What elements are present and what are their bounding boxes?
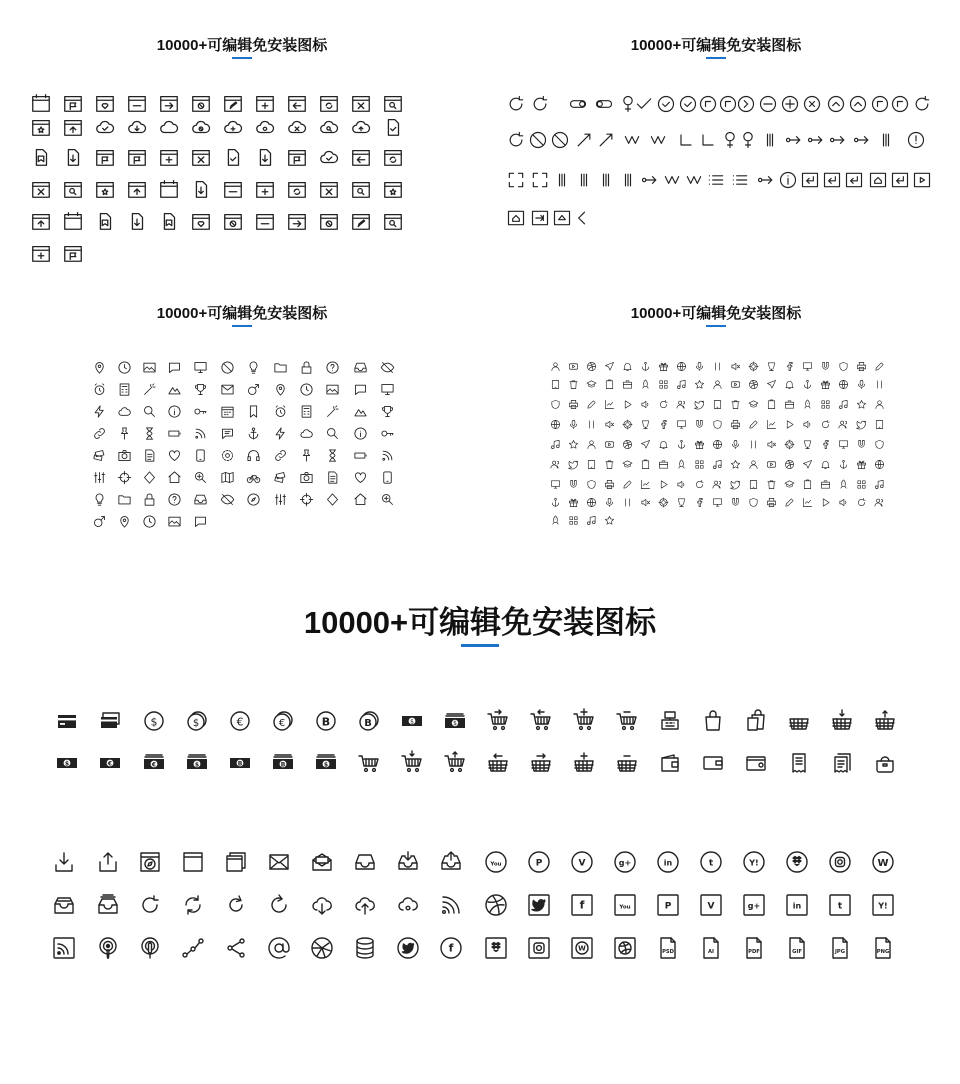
svg-text:GIF: GIF — [792, 949, 802, 955]
pinterest-circle-icon — [527, 850, 551, 874]
podcast-icon — [96, 936, 120, 960]
svg-text:€: € — [151, 761, 157, 769]
reload-icon — [267, 893, 291, 917]
svg-text:$: $ — [192, 718, 200, 729]
archive-tray-icon — [52, 893, 76, 917]
svg-text:$: $ — [323, 761, 329, 769]
svg-text:€: € — [278, 718, 286, 729]
rss-icon — [439, 893, 463, 917]
linkedin-circle-icon — [656, 850, 680, 874]
instagram-square-icon — [527, 936, 551, 960]
svg-text:PSD: PSD — [662, 949, 674, 955]
browser-safari-icon — [138, 850, 162, 874]
windows-icon — [224, 850, 248, 874]
svg-text:$: $ — [64, 760, 70, 768]
cloud-sync-icon — [396, 893, 420, 917]
rss-square-icon — [52, 936, 76, 960]
database-icon — [353, 936, 377, 960]
svg-text:JPG: JPG — [835, 949, 845, 955]
cloud-upload-icon — [353, 893, 377, 917]
mail-open-icon — [310, 850, 334, 874]
jpg-file-icon — [828, 936, 852, 960]
svg-text:P: P — [664, 901, 672, 912]
svg-text:t: t — [837, 901, 843, 912]
svg-text:W: W — [877, 858, 889, 869]
tumblr-square-icon — [828, 893, 852, 917]
svg-text:in: in — [663, 858, 673, 868]
sync-icon — [181, 893, 205, 917]
facebook-circle-icon — [439, 936, 463, 960]
youtube-square-icon — [613, 893, 637, 917]
pinterest-square-icon — [656, 893, 680, 917]
svg-text:$: $ — [453, 720, 457, 728]
upload-icon — [96, 850, 120, 874]
refresh-icon — [138, 893, 162, 917]
window-icon — [181, 850, 205, 874]
gif-file-icon — [785, 936, 809, 960]
svg-text:W: W — [578, 944, 586, 953]
ai-file-icon — [699, 936, 723, 960]
svg-text:B: B — [364, 718, 372, 729]
panel-title-mid-right: 10000+可编辑免安装图标 — [630, 305, 802, 322]
inbox-download-icon — [396, 850, 420, 874]
svg-text:B: B — [280, 761, 286, 769]
svg-text:$: $ — [150, 715, 158, 729]
redo-icon — [224, 893, 248, 917]
panel-title-top-left: 10000+可编辑免安装图标 — [156, 37, 328, 54]
cloud-download-icon — [310, 893, 334, 917]
googleplus-square-icon — [742, 893, 766, 917]
vimeo-square-icon — [699, 893, 723, 917]
svg-text:You: You — [490, 861, 502, 868]
dribbble-square-icon — [613, 936, 637, 960]
svg-text:g+: g+ — [747, 901, 761, 911]
panel-title-top-right: 10000+可编辑免安装图标 — [630, 37, 802, 54]
svg-text:g+: g+ — [618, 858, 632, 868]
share-icon — [224, 936, 248, 960]
twitter-circle-icon — [396, 936, 420, 960]
instagram-circle-icon — [828, 850, 852, 874]
inbox-upload-icon — [439, 850, 463, 874]
svg-text:B: B — [321, 715, 331, 729]
globe-icon — [310, 936, 334, 960]
svg-text:f: f — [448, 941, 454, 955]
svg-text:PDF: PDF — [748, 949, 760, 955]
podcast-mic-icon — [138, 936, 162, 960]
googleplus-circle-icon — [613, 850, 637, 874]
svg-text:Y!: Y! — [878, 901, 888, 911]
dribbble-circle-icon — [484, 893, 508, 917]
svg-text:t: t — [708, 858, 714, 869]
wordpress-square-icon — [570, 936, 594, 960]
svg-text:P: P — [535, 858, 543, 869]
main-title: 10000+可编辑免安装图标 — [303, 605, 657, 640]
route-icon — [181, 936, 205, 960]
yahoo-circle-icon — [742, 850, 766, 874]
wordpress-circle-icon — [871, 850, 895, 874]
twitter-square-icon — [527, 893, 551, 917]
svg-text:B: B — [237, 760, 243, 768]
yahoo-square-icon — [871, 893, 895, 917]
panel-title-mid-left: 10000+可编辑免安装图标 — [156, 305, 328, 322]
dropbox-square-icon — [484, 936, 508, 960]
pdf-file-icon — [742, 936, 766, 960]
svg-text:Y!: Y! — [749, 858, 759, 868]
at-sign-icon — [267, 936, 291, 960]
download-icon — [52, 850, 76, 874]
svg-text:$: $ — [194, 761, 200, 769]
linkedin-square-icon — [785, 893, 809, 917]
png-file-icon — [871, 936, 895, 960]
mail-icon — [267, 850, 291, 874]
archive-stack-icon — [96, 893, 120, 917]
vimeo-circle-icon — [570, 850, 594, 874]
svg-text:€: € — [236, 715, 244, 729]
svg-text:V: V — [578, 858, 586, 869]
facebook-square-icon — [570, 893, 594, 917]
svg-text:in: in — [792, 901, 802, 911]
svg-text:f: f — [579, 898, 585, 912]
psd-file-icon — [656, 936, 680, 960]
svg-text:V: V — [707, 901, 715, 912]
svg-text:$: $ — [410, 718, 414, 726]
svg-text:PNG: PNG — [876, 949, 890, 955]
youtube-circle-icon — [484, 850, 508, 874]
dropbox-circle-icon — [785, 850, 809, 874]
tumblr-circle-icon — [699, 850, 723, 874]
inbox-icon — [353, 850, 377, 874]
svg-text:You: You — [619, 904, 631, 911]
svg-text:AI: AI — [708, 949, 714, 955]
svg-text:€: € — [107, 760, 113, 768]
